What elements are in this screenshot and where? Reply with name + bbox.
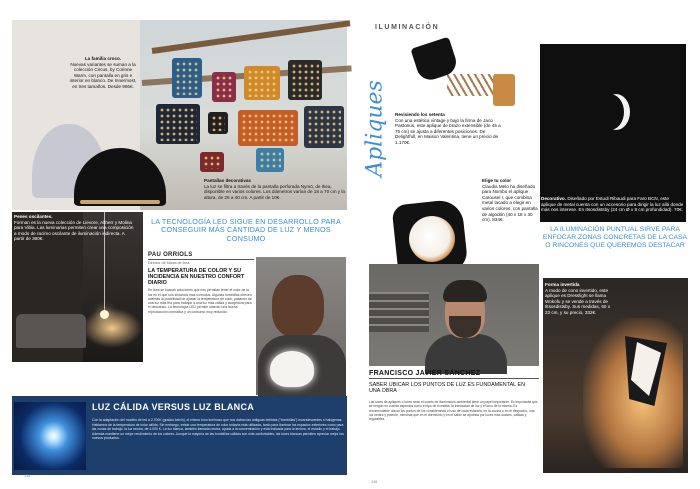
interviewee-name: PAU ORRIOLS bbox=[148, 252, 254, 260]
caption-title: Forma invertida bbox=[545, 282, 580, 287]
caption-revivid bbox=[395, 112, 505, 146]
interviewee-role: Director de Marca de Ikea bbox=[148, 261, 190, 265]
globe-lamp bbox=[270, 351, 314, 387]
vertical-title bbox=[353, 68, 397, 188]
caption-price: 1.170€. bbox=[395, 139, 411, 145]
pendant-shade-teal bbox=[256, 148, 284, 172]
caption-body: Nuevas variantes se suman a la colección Circus, by Corinne Warm, con pantalla en gris e interior en blanco. De Innermost, en tres tamaños. bbox=[69, 61, 137, 89]
left-page bbox=[12, 20, 347, 475]
portrait-pau bbox=[256, 257, 346, 395]
caption-price: 332€. bbox=[584, 309, 597, 315]
caption-title: Revisiendo los setenta bbox=[395, 112, 445, 117]
caption-body: Diseñado por Estudi Ribaudi para Faro BCN, este aplique de metal cuenta con un accesorio para dirigir la luz allá donde más nos interese. En Itsosdistsby (24 cm Ø x 8 cm profundidad). bbox=[541, 196, 684, 213]
caption-title: Penes oscilantes. bbox=[14, 214, 53, 219]
pendant-shade-maroon bbox=[200, 152, 224, 172]
caption-perez bbox=[14, 214, 134, 242]
caption-title: La familia croco. bbox=[84, 56, 122, 61]
pendant-shade-small bbox=[208, 112, 228, 134]
right-page bbox=[355, 20, 688, 484]
band-body: Con la adaptación del modelo de led a 2.700K (grados kelvin), el mismo tono luminoso que nos daban las antiguas bebidas ("bombillas") incandescentes o halógenas. Hablamos de la temperatura de color cálida. Sin embargo, existe una temperatura de color todavía más utilizada, tanto para iluminar los espacios exteriores como para las zonas de trabajo: la luz neutra, de 4.000 K. La luz blanca, también llamada neutra, ayuda a la concentración y está indicada para la lectura, el estudio y el trabajo. Además mantiene un mejor rendimiento de los colores. Aunque la mayoría de las bombillas cálidas son más confortables, las luces blancas permiten apreciar mejor los nuevos productos. bbox=[92, 418, 344, 440]
caption-croco bbox=[67, 56, 139, 90]
portrait-face bbox=[272, 275, 324, 337]
band-title: LUZ CÁLIDA VERSUS LUZ BLANCA bbox=[92, 402, 255, 412]
pull-quote-iluminacion: LA ILUMINACIÓN PUNTUAL SIRVE PARA ENFOCAR ZONAS CONCRETAS DE LA CASA O RINCONES QUE QUEREMOS DESTACAR bbox=[542, 226, 688, 249]
pendant-shade-red bbox=[212, 72, 236, 102]
pendant-shade-navy bbox=[156, 104, 200, 144]
sofa bbox=[16, 314, 86, 348]
pendant-shade-large-orange bbox=[238, 110, 298, 146]
light-flare-image bbox=[14, 402, 86, 470]
caption-body: Forman es la nueva colección de Lievore, Altherr y Molina para Vibia. Las luminarias permiten crear una composición a modo de racimo oscilante de iluminación indirecta. bbox=[14, 219, 134, 236]
caption-price: A partir de 360€. bbox=[14, 230, 125, 242]
pendant-shade-blue bbox=[172, 58, 202, 98]
page-number-left: 136 bbox=[24, 474, 31, 478]
wall-base bbox=[493, 74, 515, 106]
crescent-light bbox=[602, 94, 630, 130]
pendant-shade-grey bbox=[304, 106, 344, 148]
caption-pantallas bbox=[204, 178, 346, 200]
caption-price: 70€. bbox=[674, 207, 683, 213]
caption-price: Desde 966€. bbox=[107, 83, 134, 89]
portrait-hair bbox=[443, 280, 487, 302]
pendant-shade-black bbox=[288, 60, 322, 100]
caption-title: Elige tu color bbox=[482, 178, 512, 183]
interview-body: En Ikea se buscan soluciones que nos permitan tener el color de la luz en el que nos sintamos mas cómodos. Algunas bombillas ofrecen además la posibilidad de ajustar la temperatura de color, pasando de una luz más fría para trabajar a una luz más cálida y acogedora para el descanso. La tecnología LED permite obtener una buena reproducción cromática y un consumo muy reducido. bbox=[148, 288, 252, 314]
interview-headline: LA TEMPERATURA DE COLOR Y SU INCIDENCIA EN NUESTRO CONFORT DIARIO bbox=[148, 268, 245, 287]
lamp-glow bbox=[82, 308, 142, 348]
caption-price: A partir de 10€. bbox=[249, 194, 281, 200]
section-title: ILUMINACIÓN bbox=[375, 24, 440, 31]
living-room-photo bbox=[12, 212, 143, 362]
caption-decor bbox=[541, 196, 685, 213]
caption-price: 834€. bbox=[492, 217, 504, 223]
pendant-bulb bbox=[100, 310, 109, 319]
interview-pau bbox=[148, 252, 254, 392]
caption-title: Decorativo. bbox=[541, 196, 567, 201]
vertical-title-text: Apliques bbox=[362, 80, 388, 177]
caption-body: La luz se filtra a través de la pantalla perforada Nymö, de Ikea, disponible en varios colores. Los diámetros varían de 18 a 70 cm y la altura, de 25 a 40 cm. bbox=[204, 183, 345, 200]
caption-forma bbox=[545, 282, 615, 316]
portrait-body bbox=[425, 334, 507, 374]
caption-title: Pantallas decorativas bbox=[204, 178, 251, 183]
caption-elige bbox=[482, 178, 540, 223]
interview-headline: SABER UBICAR LOS PUNTOS DE LUZ ES FUNDAMENTAL EN UNA OBRA bbox=[369, 382, 525, 395]
interviewee-name: FRANCISCO JAVIER SÁNCHEZ bbox=[369, 370, 539, 379]
hero-lamps-photo bbox=[12, 20, 347, 210]
interview-body: Las luces de apliques o luces sean el cuarto de iluminación ambiental tiene un papel importante. Es importante que se tengan en cuenta aspectos como el tipo de bombilla, la intensidad de luz y el tono de la misma. Es recomendable ubicar los puntos de luz considerando el uso de cada estancia; en la cocina o en el despacho, una luz neutra y potente, mientras que en el dormitorio y en el salón se apuesta por luces más suaves, cálidas y regulables. bbox=[369, 400, 538, 422]
pendant-shade-orange bbox=[244, 66, 280, 100]
pull-quote-led: LA TECNOLOGÍA LED SIGUE EN DESARROLLO PARA CONSEGUIR MÁS CANTIDAD DE LUZ Y MENOS CONSUMO bbox=[151, 217, 341, 243]
portrait-francisco bbox=[369, 264, 539, 366]
caption-body: Con una estética vintage y bajo la firma de Jaco Pastorius, este aplique de brazo extensible (de 45 a 75 cm) se ajusta a diferentes posiciones. De Delightfull, en Maison Valentina, tiene un precio de bbox=[395, 117, 501, 140]
luz-calida-band bbox=[12, 396, 347, 475]
extensible-wall-lamp bbox=[413, 34, 491, 100]
scissor-arm bbox=[447, 74, 497, 96]
caption-body: Claudia Melo ha diseñado para Nombo el aplique Carousel I, que combina metal lacado a elegir en varios colores, con pantalla de algodón (40 x 18 x 30 cm). bbox=[482, 183, 538, 223]
bookshelf bbox=[369, 292, 429, 332]
page-number-right: 138 bbox=[371, 480, 378, 484]
lamp-disk bbox=[409, 216, 455, 262]
caption-body: A modo de cono invertido, este aplique es Dresslight se llama Wokofu y se vende a través de Iltsosdistsby. Sus medidas, 60 x 23 cm, y su precio, bbox=[545, 287, 611, 315]
